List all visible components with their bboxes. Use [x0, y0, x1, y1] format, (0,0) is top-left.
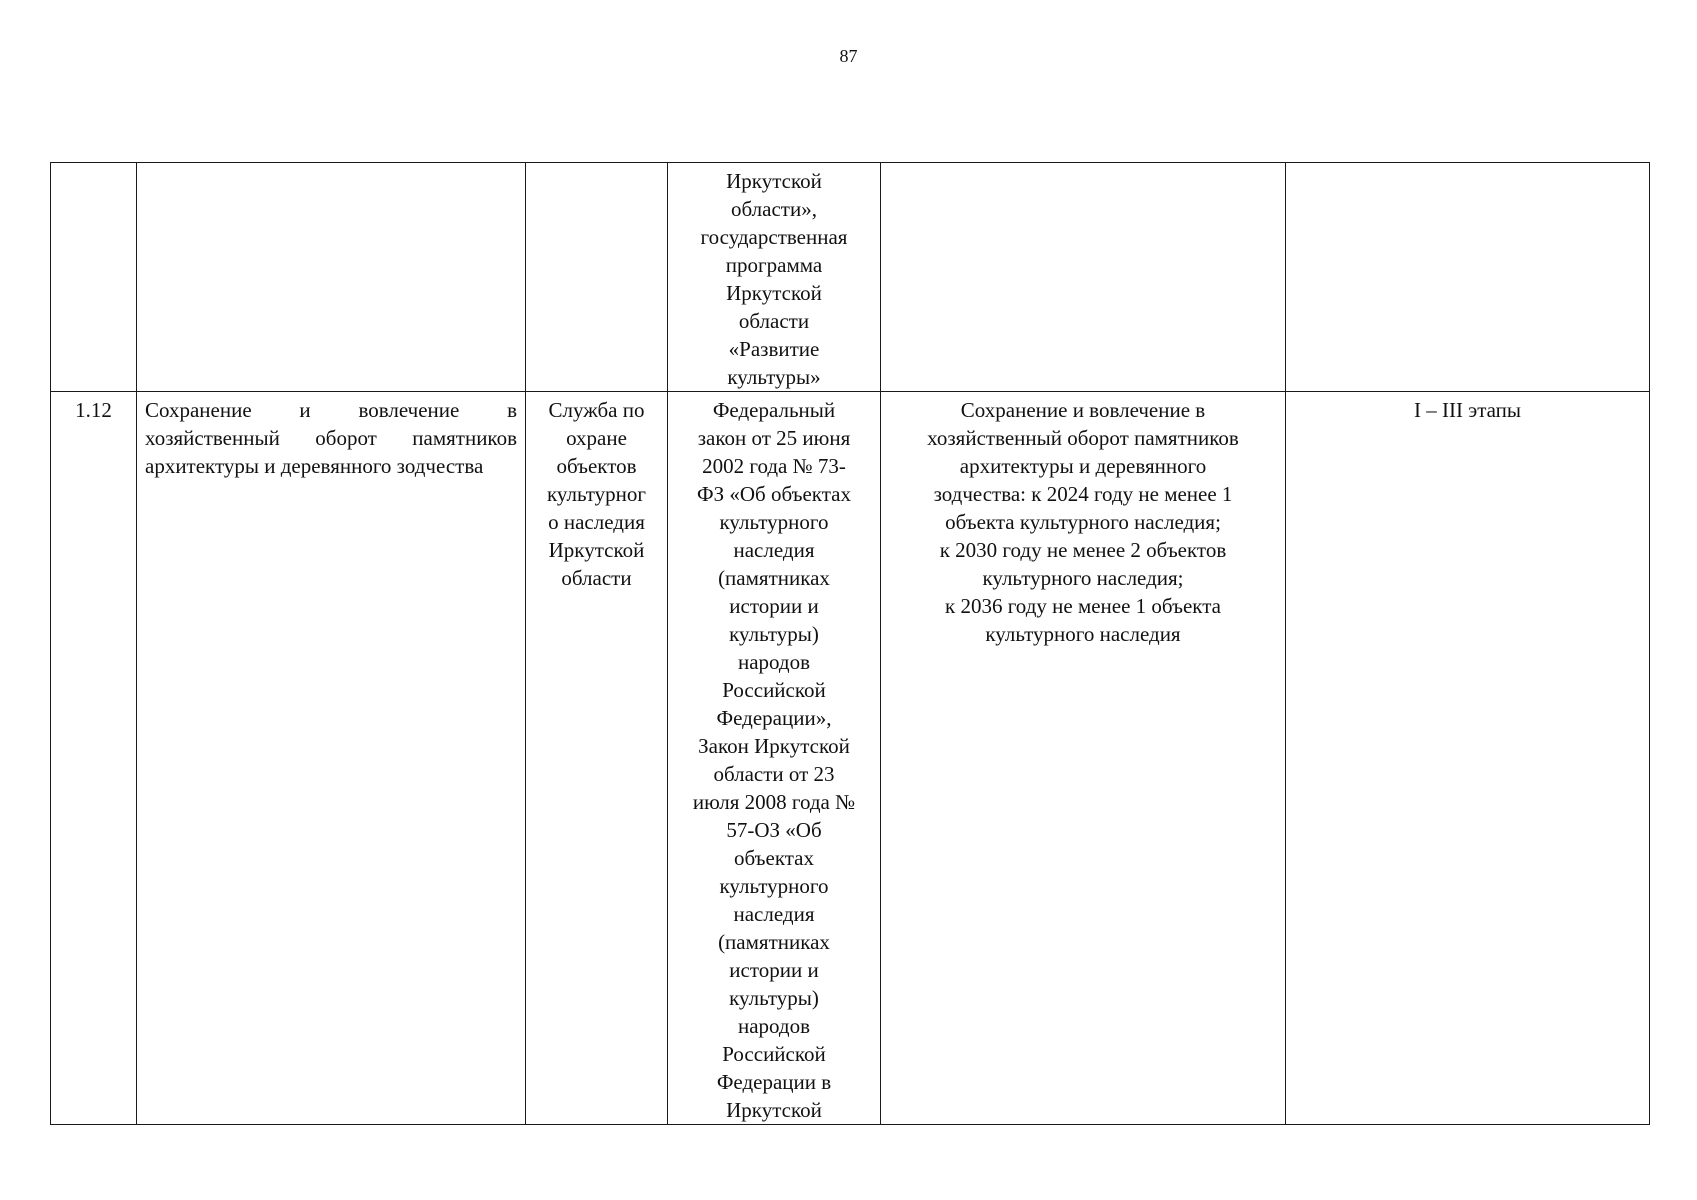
measures-table [50, 162, 1650, 1125]
cell-num [51, 163, 137, 392]
table-row-continuation [51, 163, 1650, 392]
cell-responsible: Служба по охране объектов культурног о наследия Иркутской области [526, 392, 668, 1125]
cell-name [137, 163, 526, 392]
page-number: 87 [839, 46, 858, 66]
cell-expected-result: Сохранение и вовлечение в хозяйственный оборот памятников архитектуры и деревянного зодчества: к 2024 году не менее 1 объекта культурного наследия; к 2030 году не менее 2 объектов культурного наследия; к 2036 году не менее 1 объекта культурного наследия [881, 392, 1286, 1125]
cell-name: Сохранение и вовлечение в хозяйственный оборот памятников архитектуры и деревянного зодчества [137, 392, 526, 1125]
cell-stage: I – III этапы [1286, 392, 1650, 1125]
table-row-1-12 [51, 392, 1650, 1125]
cell-legal-basis: Иркутской области», государственная программа Иркутской области «Развитие культуры» [668, 163, 881, 392]
cell-num: 1.12 [51, 392, 137, 1125]
cell-responsible [526, 163, 668, 392]
cell-expected-result [881, 163, 1286, 392]
cell-legal-basis: Федеральный закон от 25 июня 2002 года № 73- ФЗ «Об объектах культурного наследия (памятниках истории и культуры) народов Российской Федерации», Закон Иркутской области от 23 июля 2008 года № 57-ОЗ «Об объектах культурного наследия (памятниках истории и культуры) народов Российской Федерации в Иркутской [668, 392, 881, 1125]
cell-stage [1286, 163, 1650, 392]
